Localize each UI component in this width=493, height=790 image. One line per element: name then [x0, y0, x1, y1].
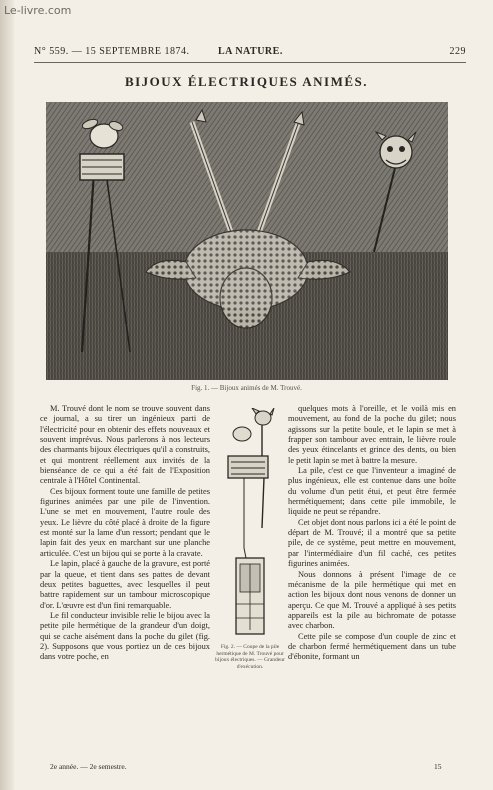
engraving-figure-2	[222, 408, 280, 640]
figure-1-caption: Fig. 1. — Bijoux animés de M. Trouvé.	[191, 384, 302, 392]
text-column-left	[40, 404, 210, 663]
running-head	[34, 46, 466, 60]
paragraph: Le fil conducteur invisible relie le bijou avec la petite pile hermétique de la grandeur d'un doigt, qui se cache aisément dans la poche du gilet (fig. 2). Supposons que vous portiez un de ces bijoux dans votre poche, en	[40, 610, 210, 662]
footer-volume-note: 2e année. — 2e semestre.	[50, 762, 127, 771]
paragraph: Le lapin, placé à gauche de la gravure, est porté par la queue, et tient dans ses pattes de devant deux petites baguettes, avec lesquelles il peut battre rapidement sur un tambour microscopique d'or. L'œuvre est d'un fini remarquable.	[40, 559, 210, 610]
paragraph: Cette pile se compose d'un couple de zinc et de charbon fermé hermétiquement dans un tube d'ébonite, formant un	[288, 631, 456, 662]
paragraph: quelques mots à l'oreille, et le voilà mis en mouvement, au fond de la poche du gilet; nous agissons sur la petite boule, et le lapin se met à frapper son tambour avec entrain, le lièvre roule des yeux étincelants et grince des dents, ou bien le petit lapin se met à battre la mesure.	[288, 404, 456, 465]
paragraph: M. Trouvé dont le nom se trouve souvent dans ce journal, a su tirer un ingénieux parti de l'électricité pour en obtenir des effets nouveaux et souvent imprévus. Nous parlerons à nos lecteurs des charmants bijoux électriques qu'il a construits, et qui montrent réellement aux invités de la bienséance de ce qui a été fait de l'Exposition centrale à l'Hôtel Continental.	[40, 404, 210, 486]
header-rule	[34, 62, 466, 63]
issue-label: N° 559. — 15 SEPTEMBRE 1874.	[34, 46, 190, 57]
paragraph: La pile, c'est ce que l'inventeur a imaginé de plus ingénieux, elle est contenue dans une boîte du volume d'un petit étui, et peut être fermée hermétiquement; dans cette pile immobile, le liquide ne peut se répandre.	[288, 466, 456, 517]
engraving-figure-1	[46, 102, 448, 380]
paragraph: Ces bijoux forment toute une famille de petites figurines animées par une pile de l'invention. L'une se met en mouvement, l'autre roule des yeux. Le lièvre du côté placé à droite de la figure est monté sur la lame d'un ressort; pendant que le lapin fait des yeux en marchant sur une planche articulée. C'est un bijou qui se porte à la cravate.	[40, 486, 210, 558]
paragraph: Cet objet dont nous parlons ici a été le point de départ de M. Trouvé; il a montré que sa petite pile, de ce système, peut mettre en mouvement, par l'intermédiaire d'un fil caché, ces petites figurines animées.	[288, 517, 456, 569]
article-title: BIJOUX ÉLECTRIQUES ANIMÉS.	[124, 74, 369, 89]
page-gutter	[0, 0, 14, 790]
watermark-text: Le-livre.com	[4, 4, 72, 17]
figure-2-caption: Fig. 2. — Coupe de la pile hermétique de M. Trouvé pour bijoux électriques. — Grandeur d'exécution.	[215, 644, 285, 670]
paragraph: Nous donnons à présent l'image de ce mécanisme de la pile hermétique qui met en action les bijoux dont nous venons de donner un aperçu. Ce que M. Trouvé a appliqué à ses petits appareils est la pile au bichromate de potasse avec charbon.	[288, 569, 456, 631]
journal-name: LA NATURE.	[218, 46, 283, 57]
text-column-right	[288, 404, 456, 663]
page-number: 229	[449, 46, 466, 57]
footer-signature: 15	[434, 762, 442, 771]
